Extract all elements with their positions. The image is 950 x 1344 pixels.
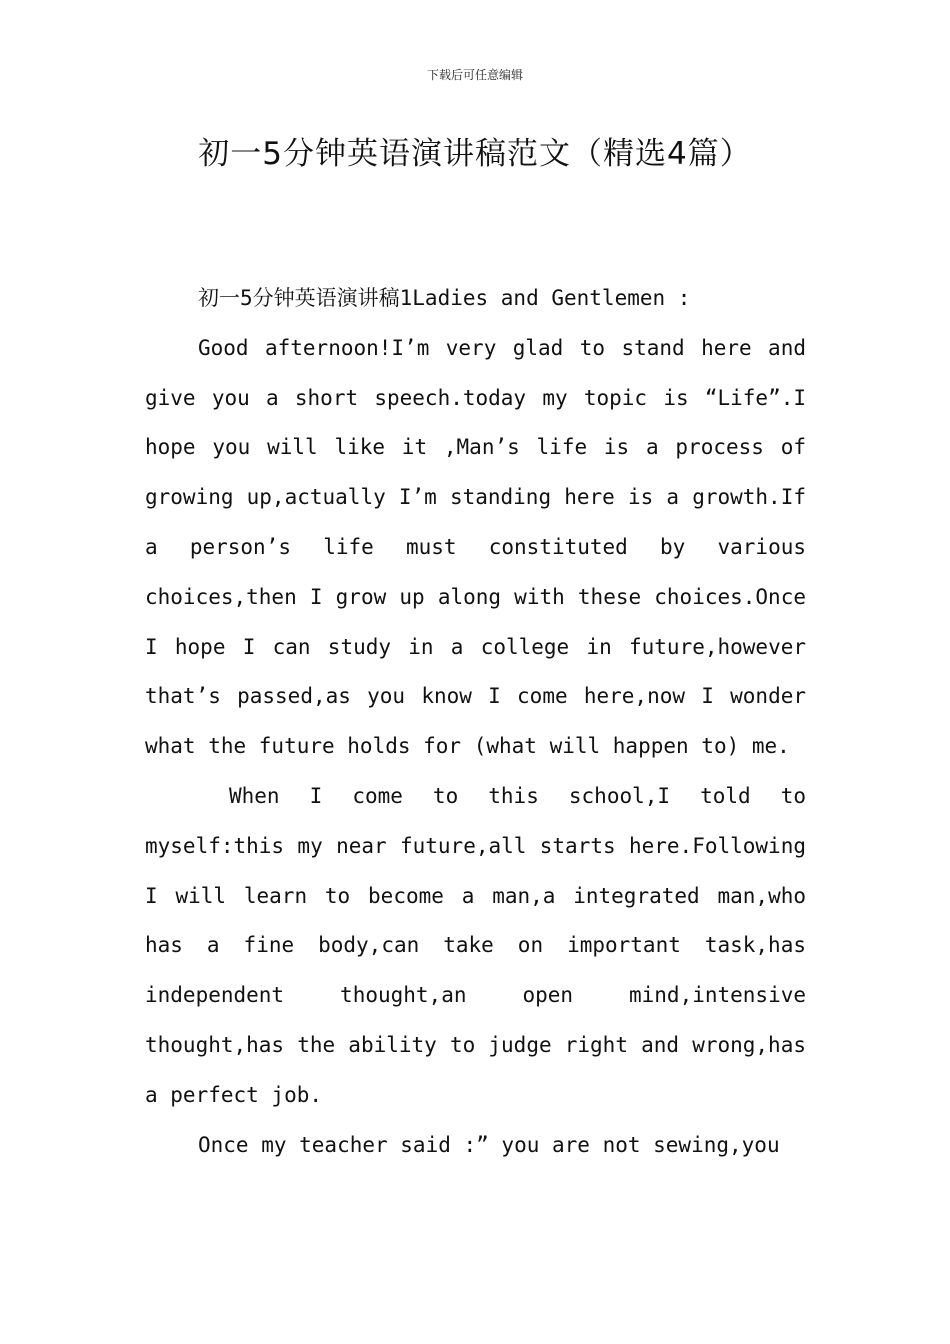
paragraph-greeting: 初一5分钟英语演讲稿1Ladies and Gentlemen :: [198, 286, 691, 310]
document-title: 初一5分钟英语演讲稿范文（精选4篇）: [198, 136, 752, 172]
document-body: [145, 274, 806, 1170]
paragraph-school: When I come to this school,I told to myself:this my near future,all starts here.Following I will learn to become a man,a integrated man,who has a fine body,can take on important task,has independent thought,an open mind,intensive thought,has the ability to judge right and wrong,has a perfect job.: [145, 783, 806, 1107]
header-note: 下载后可任意编辑: [426, 68, 523, 82]
paragraph-opening: Good afternoon!I’m very glad to stand here and give you a short speech.today my topic is “Life”.I hope you will like it ,Man’s life is a process of growing up,actually I’m standing here is a growth.If a person’s life must constituted by various choices,then I grow up along with these choices.Once I hope I can study in a college in future,however that’s passed,as you know I come here,now I wonder what the future holds for (what will happen to) me.: [145, 335, 806, 759]
paragraph-teacher: Once my teacher said :” you are not sewing,you: [198, 1132, 780, 1157]
